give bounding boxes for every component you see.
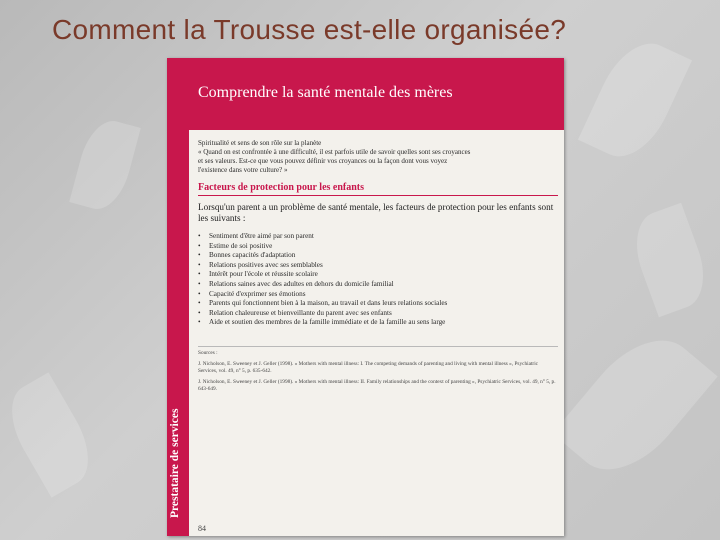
list-item: • Relations saines avec des adultes en dehors du domicile familial	[198, 280, 558, 290]
page-content	[198, 139, 558, 397]
background-leaf	[0, 372, 103, 497]
list-item: • Capacité d'exprimer ses émotions	[198, 290, 558, 300]
section-heading: Facteurs de protection pour les enfants	[198, 182, 558, 196]
intro-block	[198, 139, 558, 175]
sources-block	[198, 346, 558, 393]
slide-title: Comment la Trousse est-elle organisée?	[52, 14, 567, 45]
background-leaf	[552, 319, 717, 492]
list-item: • Intérêt pour l'école et réussite scolaire	[198, 270, 558, 280]
list-item: • Estime de soi positive	[198, 242, 558, 252]
source-reference: J. Nicholson, E. Sweeney et J. Geller (1998). « Mothers with mental illness: II. Family relationships and the context of parenting », Psychiatric Services, vol. 49, n° 5, p. 643-649.	[198, 378, 556, 392]
list-item: • Relation chaleureuse et bienveillante du parent avec ses enfants	[198, 309, 558, 319]
background-leaf	[625, 203, 716, 317]
sources-label: Sources :	[198, 349, 218, 356]
page-header-title: Comprendre la santé mentale des mères	[198, 84, 453, 101]
source-reference: J. Nicholson, E. Sweeney et J. Geller (1998). « Mothers with mental illness: I. The competing demands of parenting and living with mental illness », Psychiatric Services, vol. 49, n° 5, p. 635-642.	[198, 360, 539, 374]
protective-factors-list	[198, 232, 558, 328]
intro-line: Spiritualité et sens de son rôle sur la planète	[198, 139, 322, 147]
list-item: • Parents qui fonctionnent bien à la maison, au travail et dans leurs relations sociales	[198, 299, 558, 309]
page-header-band	[167, 58, 564, 130]
list-item: • Aide et soutien des membres de la famille immédiate et de la famille au sens large	[198, 318, 558, 328]
lead-paragraph: Lorsqu'un parent a un problème de santé mentale, les facteurs de protection pour les enfants sont les suivants :	[198, 202, 554, 223]
side-label: Prestataire de services	[169, 408, 181, 518]
list-item: • Bonnes capacités d'adaptation	[198, 251, 558, 261]
document-page-image	[167, 58, 564, 536]
background-leaf	[69, 115, 141, 215]
list-item: • Relations positives avec ses semblables	[198, 261, 558, 271]
list-item: • Sentiment d'être aimé par son parent	[198, 232, 558, 242]
intro-line: et ses valeurs. Est-ce que vous pouvez définir vos croyances ou la façon dont vous voyez	[198, 157, 448, 165]
intro-line: l'existence dans votre culture? »	[198, 166, 288, 174]
intro-line: « Quand on est confrontée à une difficulté, il est parfois utile de savoir quelles sont ses croyances	[198, 148, 471, 156]
page-number: 84	[198, 524, 206, 533]
